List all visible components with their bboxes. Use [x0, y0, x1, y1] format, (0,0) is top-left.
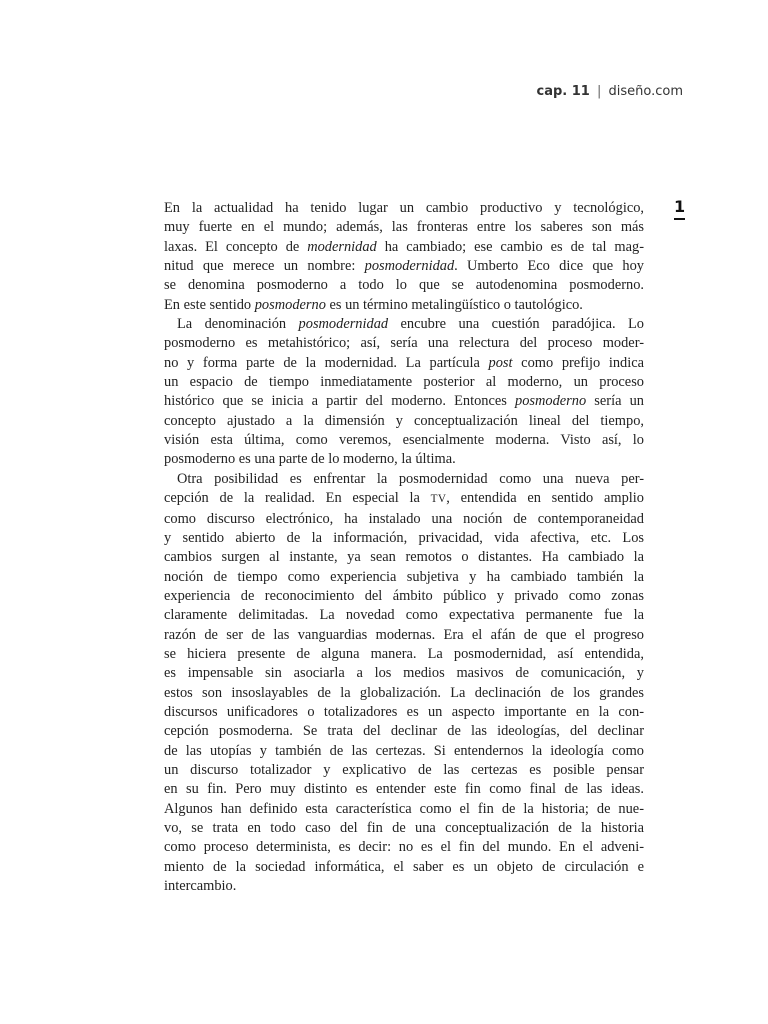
text-run: concepto ajustado a la dimensión y conceptualización lineal del tiempo,: [164, 412, 644, 429]
chapter-label: cap. 11: [536, 84, 590, 99]
text-run: muy fuerte en el mundo; además, las fronteras entre los saberes son más: [164, 219, 644, 236]
text-line: [164, 742, 644, 761]
text-line: [164, 412, 644, 431]
text-run: laxas. El concepto de: [164, 238, 308, 255]
text-line: [164, 761, 644, 780]
running-header: [536, 84, 683, 99]
text-run: cepción posmoderna. Se trata del declinar de las ideologías, del declinar: [164, 723, 644, 740]
text-line: [164, 257, 644, 276]
text-run: es impensable sin asociarla a los medios masivos de comunicación, y: [164, 665, 644, 682]
text-run: y sentido abierto de la información, privacidad, vida afectiva, etc. Los: [164, 529, 644, 546]
text-run: Algunos han definido esta característica como el fin de la historia; de nue-: [164, 800, 644, 817]
text-run: En la actualidad ha tenido lugar un cambio productivo y tecnológico,: [164, 200, 644, 216]
text-line: [164, 392, 644, 411]
text-line: [164, 334, 644, 353]
text-run: razón de ser de las vanguardias modernas. Era el afán de que el progreso: [164, 626, 644, 643]
text-run: histórico que se inicia a partir del moderno. Entonces: [164, 393, 515, 410]
text-line: [164, 529, 644, 548]
text-run: Otra posibilidad es enfrentar la posmodernidad como una nueva per-: [177, 470, 644, 487]
text-run: ha cambiado; ese cambio es de tal mag-: [376, 238, 644, 255]
text-run: nitud que merece un nombre:: [164, 258, 365, 275]
text-line: [164, 838, 644, 857]
text-line: [164, 587, 644, 606]
text-run: cepción de la realidad. En especial la: [164, 490, 431, 507]
text-run: como proceso determinista, es decir: no es el fin del mundo. En el adveni-: [164, 839, 644, 856]
text-line: [164, 722, 644, 741]
italic-term: posmodernidad: [364, 258, 455, 275]
text-line: [164, 450, 644, 469]
text-run: , entendida en sentido amplio: [446, 490, 644, 507]
text-run: un espacio de tiempo inmediatamente posterior al moderno, un proceso: [164, 374, 644, 391]
text-run: es un término metalingüístico o tautológico.: [325, 296, 583, 313]
italic-term: post: [488, 354, 513, 371]
text-run: En este sentido: [164, 296, 255, 313]
text-run: visión esta última, como veremos, esencialmente moderna. Visto así, lo: [164, 432, 644, 449]
text-run: en su fin. Pero muy distinto es entender este fin como final de las ideas.: [164, 781, 644, 798]
text-run: encubre una cuestión paradójica. Lo: [388, 316, 644, 333]
text-line: [164, 684, 644, 703]
text-line: [164, 703, 644, 722]
text-line: [164, 470, 644, 489]
text-line: [164, 218, 644, 237]
text-line: [164, 296, 644, 315]
text-run: discursos unificadores o totalizadores es un aspecto importante en la con-: [164, 703, 644, 720]
text-run: claramente delimitadas. La novedad como expectativa permanente fue la: [164, 607, 644, 624]
text-line: [164, 373, 644, 392]
text-run: sería un: [586, 393, 644, 410]
text-run: se denomina posmoderno a todo lo que se autodenomina posmoderno.: [164, 277, 644, 294]
text-line: [164, 510, 644, 529]
text-run: no y forma parte de la modernidad. La partícula: [164, 354, 489, 371]
text-line: [164, 315, 644, 334]
text-run: intercambio.: [164, 878, 237, 895]
text-run: estos son insoslayables de la globalización. La declinación de los grandes: [164, 684, 644, 701]
text-run: posmoderno es metahistórico; así, sería una relectura del proceso moder-: [164, 335, 644, 352]
text-run: . Umberto Eco dice que hoy: [454, 258, 644, 275]
text-line: [164, 354, 644, 373]
text-line: [164, 626, 644, 645]
text-run: vo, se trata en todo caso del fin de una conceptualización de la historia: [164, 820, 644, 836]
text-run: posmoderno es una parte de lo moderno, la última.: [164, 451, 456, 468]
small-caps-term: TV: [430, 493, 447, 506]
text-line: [164, 877, 644, 896]
text-run: como discurso electrónico, ha instalado una noción de contemporaneidad: [164, 510, 644, 527]
page-number: 1: [674, 198, 685, 220]
text-line: [164, 568, 644, 587]
text-run: experiencia de reconocimiento del ámbito público y privado como zonas: [164, 587, 644, 604]
text-line: [164, 780, 644, 799]
text-run: noción de tiempo como experiencia subjetiva y ha cambiado también la: [164, 568, 644, 585]
text-run: cambios surgen al instante, ya sean remotos o distantes. Ha cambiado la: [164, 549, 644, 566]
text-run: La denominación: [177, 316, 299, 333]
text-run: como prefijo indica: [512, 354, 644, 371]
body-text: [164, 199, 644, 896]
text-run: de las utopías y también de las certezas. Si entendernos la ideología como: [164, 742, 644, 759]
text-line: [164, 645, 644, 664]
text-line: [164, 819, 644, 838]
text-line: [164, 238, 644, 257]
text-run: miento de la sociedad informática, el saber es un objeto de circulación e: [164, 858, 644, 875]
text-run: un discurso totalizador y explicativo de las certezas es posible pensar: [164, 761, 644, 778]
text-line: [164, 858, 644, 877]
italic-term: posmodernidad: [298, 316, 389, 333]
header-separator: |: [596, 84, 602, 99]
book-title: diseño.com: [608, 84, 683, 99]
italic-term: posmoderno: [254, 296, 326, 313]
italic-term: posmoderno: [515, 393, 587, 410]
text-line: [164, 800, 644, 819]
text-line: [164, 431, 644, 450]
italic-term: modernidad: [307, 238, 377, 255]
text-line: [164, 276, 644, 295]
text-line: [164, 548, 644, 567]
text-line: [164, 199, 644, 218]
text-run: se hiciera presente de alguna manera. La posmodernidad, así entendida,: [164, 645, 644, 662]
text-line: [164, 664, 644, 683]
text-line: [164, 489, 644, 509]
text-line: [164, 606, 644, 625]
